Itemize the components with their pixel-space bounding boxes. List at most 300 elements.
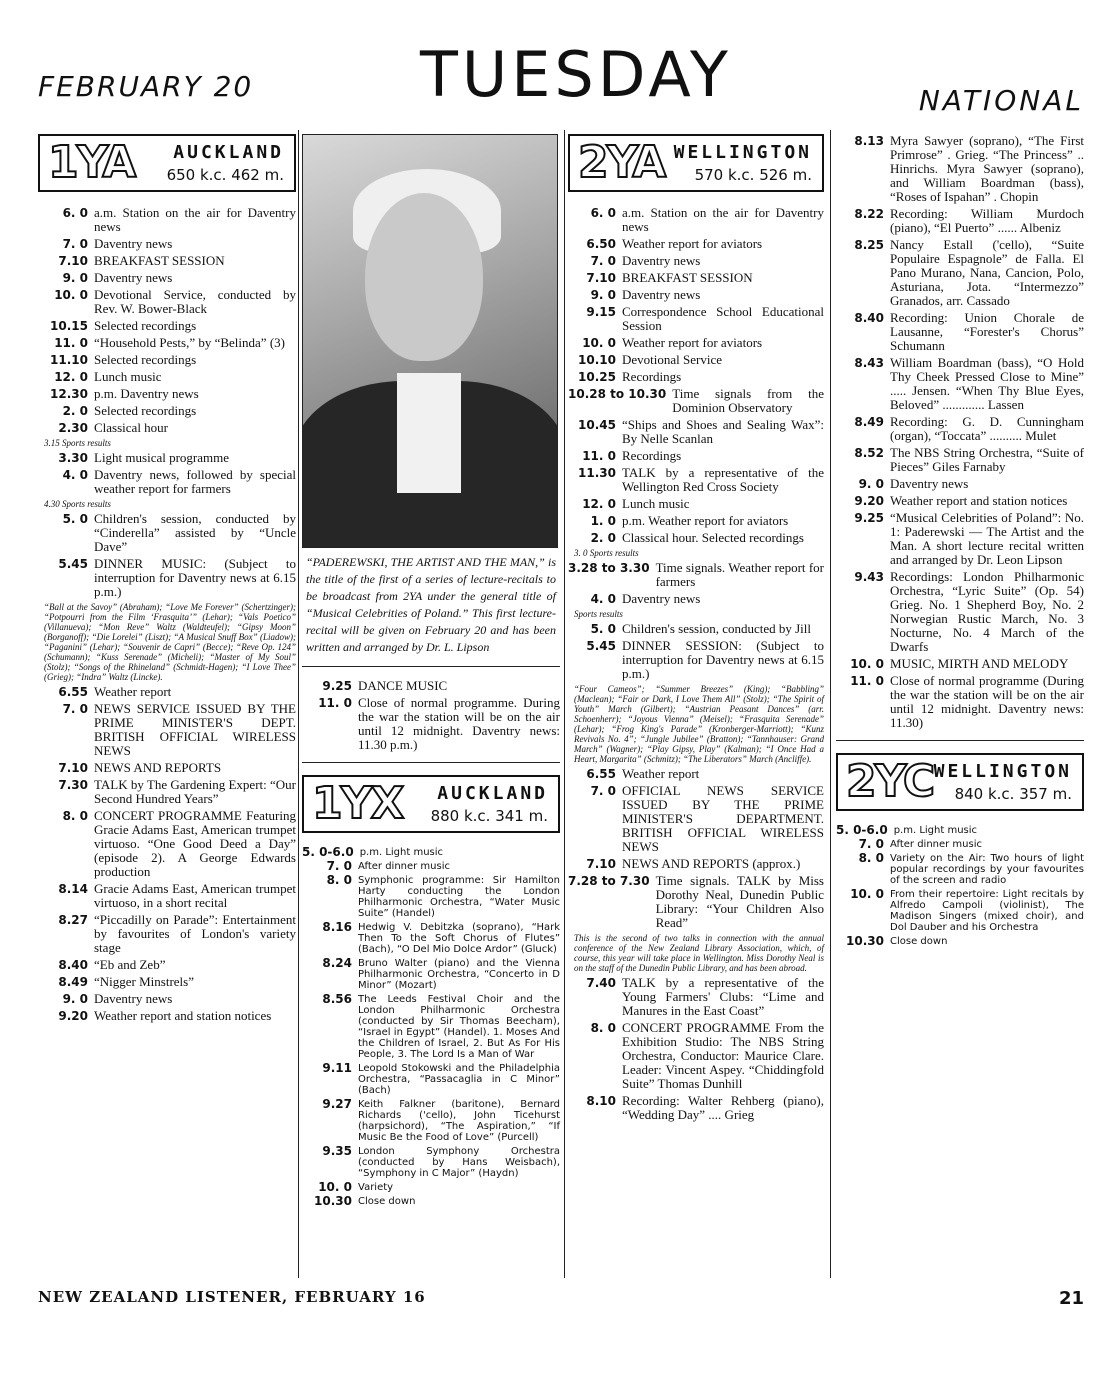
entry-description: Nancy Estall ('cello), “Suite Populaire Espagnole” de Falla. El Pano Murano, Nana, Cancion, Polo, Asturiana, Jota. “Intermezzo” Granados, arr. Cassado xyxy=(890,237,1084,308)
entry-time: 6.50 xyxy=(586,237,616,251)
entry-description: Time signals. Weather report for farmers xyxy=(655,560,824,589)
programme-entry xyxy=(836,207,1084,235)
programme-entry xyxy=(302,958,560,991)
programme-note: 4.30 Sports results xyxy=(44,499,111,509)
entry-description: “Piccadilly on Parade”: Entertainment by favourites of London's variety stage xyxy=(94,912,296,955)
programme-entry xyxy=(38,404,296,418)
programme-entry xyxy=(38,913,296,955)
programme-entry xyxy=(568,466,824,494)
station-city: WELLINGTON xyxy=(933,761,1072,782)
entry-time: 10.28 to 10.30 xyxy=(568,387,667,401)
entry-description: Selected recordings xyxy=(94,352,197,367)
programme-entry xyxy=(568,497,824,511)
programme-entry xyxy=(568,271,824,285)
entry-time: 10.30 xyxy=(846,934,884,948)
programme-entry xyxy=(836,936,1084,947)
programme-entry xyxy=(568,305,824,333)
entry-time: 5. 0 xyxy=(590,622,616,636)
programme-entry xyxy=(568,784,824,854)
programme-entry xyxy=(836,657,1084,671)
entry-description: a.m. Station on the air for Daventry news xyxy=(94,205,296,234)
programme-entry xyxy=(38,288,296,316)
entry-time: 8.14 xyxy=(58,882,88,896)
entry-description: Recordings xyxy=(622,448,682,463)
programme-entry xyxy=(302,922,560,955)
entry-time: 10. 0 xyxy=(582,336,616,350)
programme-entry xyxy=(568,1021,824,1091)
programme-entry xyxy=(38,958,296,972)
programme-entry xyxy=(302,875,560,919)
programme-entry xyxy=(568,592,824,606)
entry-time: 7.28 to 7.30 xyxy=(568,874,650,888)
entry-description: From their repertoire: Light recitals by Alfredo Campoli (violinist), The Madison Singers (mixed choir), and Dol Dauber and his Orchestra xyxy=(890,889,1084,933)
programme-entry xyxy=(38,992,296,1006)
entry-time: 9.15 xyxy=(586,305,616,319)
entry-description: William Boardman (bass), “O Hold Thy Cheek Pressed Close to Mine” ..... Jensen. “When Thy Blue Eyes, Beloved” ............. Lassen xyxy=(890,355,1084,412)
entry-description: a.m. Station on the air for Daventry news xyxy=(622,205,824,234)
station-call: 2YA xyxy=(578,137,665,188)
entry-time: 9.20 xyxy=(58,1009,88,1023)
entry-description: Recording: William Murdoch (piano), “El Puerto” ...... Albeniz xyxy=(890,206,1084,235)
entry-description: Daventry news xyxy=(890,476,969,491)
programme-entry xyxy=(568,336,824,350)
entry-time: 12.30 xyxy=(50,387,88,401)
programme-entry xyxy=(38,761,296,775)
programme-entry xyxy=(302,1196,560,1207)
programme-entry xyxy=(568,206,824,234)
entry-description: Variety on the Air: Two hours of light popular recordings by your favourites of the screen and radio xyxy=(890,853,1084,886)
programme-entry xyxy=(836,134,1084,204)
entry-time: 7. 0 xyxy=(590,784,616,798)
programme-entry xyxy=(38,451,296,465)
programme-entry xyxy=(38,271,296,285)
entry-description: Weather report and station notices xyxy=(890,493,1068,508)
programme-entry xyxy=(302,1182,560,1193)
programme-entry xyxy=(302,994,560,1060)
entry-description: The NBS String Orchestra, “Suite of Pieces” Giles Farnaby xyxy=(890,445,1084,474)
programme-list-2ya-cont xyxy=(836,134,1084,730)
programme-list-2yc xyxy=(836,825,1084,947)
entry-time: 7. 0 xyxy=(62,237,88,251)
entry-time: 8.10 xyxy=(586,1094,616,1108)
entry-description: Classical hour xyxy=(94,420,169,435)
entry-description: Keith Falkner (baritone), Bernard Richards ('cello), John Ticehurst (harpsichord), “The Aspiration,” “If Music Be the Food of Love” (Purcell) xyxy=(358,1099,560,1143)
entry-time: 6. 0 xyxy=(62,206,88,220)
programme-entry xyxy=(302,847,560,858)
entry-time: 9. 0 xyxy=(590,288,616,302)
entry-description: Daventry news xyxy=(622,287,701,302)
entry-description: DANCE MUSIC xyxy=(358,678,448,693)
page-number: 21 xyxy=(1058,1288,1084,1309)
station-call: 2YC xyxy=(846,756,934,807)
entry-description: Weather report for aviators xyxy=(622,335,763,350)
header-day: TUESDAY xyxy=(420,38,732,111)
entry-time: 2. 0 xyxy=(590,531,616,545)
entry-time: 5. 0-6.0 xyxy=(302,845,354,859)
programme-entry xyxy=(38,512,296,554)
divider xyxy=(302,666,560,667)
entry-description: TALK by a representative of the Wellington Red Cross Society xyxy=(622,465,824,494)
programme-entry xyxy=(568,976,824,1018)
entry-time: 10.15 xyxy=(50,319,88,333)
entry-description: Daventry news, followed by special weather report for farmers xyxy=(94,467,296,496)
station-city: AUCKLAND xyxy=(173,142,284,163)
entry-time: 7.40 xyxy=(586,976,616,990)
station-logo-1yx xyxy=(302,775,560,833)
programme-entry xyxy=(302,861,560,872)
programme-entry xyxy=(38,421,296,435)
entry-time: 4. 0 xyxy=(62,468,88,482)
entry-description: Variety xyxy=(358,1182,394,1193)
programme-note: 3.15 Sports results xyxy=(44,438,111,448)
entry-description: Devotional Service, conducted by Rev. W. Bower-Black xyxy=(94,287,296,316)
entry-description: Hedwig V. Debitzka (soprano), “Hark Then To the Soft Chorus of Flutes” (Bach), “O Del Mio Dolce Ardor” (Gluck) xyxy=(358,922,560,955)
entry-time: 2.30 xyxy=(58,421,88,435)
entry-description: Leopold Stokowski and the Philadelphia Orchestra, “Passacaglia in C Minor” (Bach) xyxy=(358,1063,560,1096)
entry-time: 3.28 to 3.30 xyxy=(568,561,650,575)
entry-description: Lunch music xyxy=(622,496,690,511)
entry-time: 2. 0 xyxy=(62,404,88,418)
programme-list-1yx xyxy=(302,847,560,1207)
station-city: WELLINGTON xyxy=(673,142,812,163)
programme-entry xyxy=(302,679,560,693)
entry-description: Recording: Walter Rehberg (piano), “Wedding Day” .... Grieg xyxy=(622,1093,824,1122)
entry-time: 12. 0 xyxy=(54,370,88,384)
entry-description: Daventry news xyxy=(94,991,173,1006)
programme-entry xyxy=(836,511,1084,567)
programme-note: “Ball at the Savoy” (Abraham); “Love Me Forever” (Schertzinger); “Potpourri from the Film ‘Frasquita’” (Lehar); “Vals Poetico” (Villanueva); “Mon Reve” Waltz (Waldteufel); “Gipsy Moon” (Borganoff); “Die Lorelei” (Liszt); “A Musical Snuff Box” (Liadow); “Paganini” (Lehar); “Souvenir de Capri” (Becce); “Reve Op. 124” (Schumann); “Kuss Serenade” (Micheli); “Master of My Soul” (Stolz); “Songs of the Rhineland” (Schmidt-Hagen); “I Love Thee” (Grieg); “Indra” Waltz (Lincke). xyxy=(44,602,296,682)
entry-time: 8.52 xyxy=(854,446,884,460)
entry-time: 8.49 xyxy=(854,415,884,429)
entry-time: 11. 0 xyxy=(318,696,352,710)
station-frequency: 880 k.c. 341 m. xyxy=(430,807,548,825)
photo-caption: “PADEREWSKI, THE ARTIST AND THE MAN,” is the title of the first of a series of lecture-recitals to be broadcast from 2YA under the general title of “Musical Celebrities of Poland.” This first lecture-recital will be given on February 20 and has been written and arranged by Dr. L. Lipson xyxy=(306,555,556,654)
programme-note: 3. 0 Sports results xyxy=(574,548,639,558)
programme-entry xyxy=(836,853,1084,886)
entry-time: 8. 0 xyxy=(326,873,352,887)
entry-time: 7. 0 xyxy=(326,859,352,873)
entry-description: Weather report xyxy=(622,766,700,781)
programme-entry xyxy=(38,975,296,989)
programme-entry xyxy=(302,1099,560,1143)
entry-time: 9.20 xyxy=(854,494,884,508)
programme-entry xyxy=(836,825,1084,836)
programme-entry xyxy=(38,353,296,367)
entry-description: Bruno Walter (piano) and the Vienna Philharmonic Orchestra, “Concerto in D Minor” (Mozart) xyxy=(358,958,560,991)
programme-entry xyxy=(836,570,1084,654)
programme-entry xyxy=(836,238,1084,308)
footer-publication: NEW ZEALAND LISTENER, FEBRUARY 16 xyxy=(38,1288,426,1306)
column-rule xyxy=(830,130,831,1278)
entry-time: 9.11 xyxy=(322,1061,352,1075)
programme-entry xyxy=(836,889,1084,933)
station-call: 1YX xyxy=(312,778,403,829)
entry-time: 7.10 xyxy=(586,857,616,871)
programme-entry xyxy=(568,1094,824,1122)
entry-description: Weather report for aviators xyxy=(622,236,763,251)
entry-time: 11. 0 xyxy=(850,674,884,688)
entry-time: 5. 0 xyxy=(62,512,88,526)
entry-description: DINNER SESSION: (Subject to interruption for Daventry news at 6.15 p.m.) xyxy=(622,638,824,681)
entry-time: 8.43 xyxy=(854,356,884,370)
entry-time: 8.16 xyxy=(322,920,352,934)
entry-description: Light musical programme xyxy=(94,450,230,465)
entry-description: Time signals. TALK by Miss Dorothy Neal, Dunedin Public Library: “Your Children Also Read” xyxy=(655,873,824,930)
entry-time: 8. 0 xyxy=(590,1021,616,1035)
programme-entry xyxy=(38,319,296,333)
entry-time: 10. 0 xyxy=(850,657,884,671)
programme-entry xyxy=(38,387,296,401)
entry-time: 8.22 xyxy=(854,207,884,221)
station-call: 1YA xyxy=(48,137,135,188)
entry-description: Myra Sawyer (soprano), “The First Primrose” . Grieg. “The Princess” .. Hinrichs. Myra Sawyer (soprano), and William Boardman (bass), “Roses of Ispahan” . Chopin xyxy=(890,133,1084,204)
programme-entry xyxy=(568,288,824,302)
entry-time: 12. 0 xyxy=(582,497,616,511)
entry-description: Recording: Union Chorale de Lausanne, “Forester's Chorus” Schumann xyxy=(890,310,1084,353)
entry-time: 10.45 xyxy=(578,418,616,432)
column-2ya xyxy=(568,134,824,1125)
programme-entry xyxy=(38,702,296,758)
photo-shirt-shape xyxy=(397,373,461,493)
programme-entry xyxy=(568,531,824,545)
entry-description: Daventry news xyxy=(622,591,701,606)
programme-entry xyxy=(568,639,824,681)
programme-entry xyxy=(38,468,296,496)
entry-time: 10.25 xyxy=(578,370,616,384)
entry-description: Close down xyxy=(890,936,948,947)
station-frequency: 840 k.c. 357 m. xyxy=(954,785,1072,803)
entry-description: Recording: G. D. Cunningham (organ), “Toccata” .......... Mulet xyxy=(890,414,1084,443)
entry-description: DINNER MUSIC: (Subject to interruption for Daventry news at 6.15 p.m.) xyxy=(94,556,296,599)
entry-description: Classical hour. Selected recordings xyxy=(622,530,804,545)
programme-entry xyxy=(836,446,1084,474)
paderewski-photo xyxy=(302,134,558,548)
entry-time: 8.25 xyxy=(854,238,884,252)
entry-description: CONCERT PROGRAMME From the Exhibition Studio: The NBS String Orchestra, Conductor: Maurice Clare. Leader: Vincent Aspey. “Chiddingfold Suite” Thomas Dunhill xyxy=(622,1020,824,1091)
programme-entry xyxy=(38,809,296,879)
entry-description: p.m. Weather report for aviators xyxy=(622,513,789,528)
entry-description: After dinner music xyxy=(358,861,451,872)
programme-note: Sports results xyxy=(574,609,623,619)
entry-time: 11.30 xyxy=(578,466,616,480)
entry-description: Time signals from the Dominion Observatory xyxy=(672,386,824,415)
entry-description: BREAKFAST SESSION xyxy=(94,253,225,268)
programme-entry xyxy=(836,674,1084,730)
entry-time: 8.40 xyxy=(58,958,88,972)
entry-description: Close down xyxy=(358,1196,416,1207)
entry-time: 8.49 xyxy=(58,975,88,989)
entry-description: OFFICIAL NEWS SERVICE ISSUED BY THE PRIME MINISTER'S DEPARTMENT. BRITISH OFFICIAL WIRELESS NEWS xyxy=(622,783,824,854)
programme-entry xyxy=(302,1063,560,1096)
entry-time: 9.35 xyxy=(322,1144,352,1158)
entry-time: 7.10 xyxy=(58,254,88,268)
entry-description: Daventry news xyxy=(94,270,173,285)
programme-list-1ya xyxy=(38,206,296,1023)
programme-entry xyxy=(568,237,824,251)
header-date: FEBRUARY 20 xyxy=(38,70,254,103)
programme-entry xyxy=(568,449,824,463)
programme-list-1ya-late xyxy=(302,679,560,752)
entry-description: BREAKFAST SESSION xyxy=(622,270,753,285)
entry-description: Devotional Service xyxy=(622,352,722,367)
entry-time: 7. 0 xyxy=(590,254,616,268)
programme-entry xyxy=(302,696,560,752)
programme-entry xyxy=(568,418,824,446)
entry-description: CONCERT PROGRAMME Featuring Gracie Adams East, American trumpet virtuoso. “One Good Deed a Day” (episode 2). A George Edwards production xyxy=(94,808,296,879)
programme-entry xyxy=(38,1009,296,1023)
programme-entry xyxy=(568,254,824,268)
entry-time: 7.30 xyxy=(58,778,88,792)
programme-entry xyxy=(568,387,824,415)
programme-entry xyxy=(38,336,296,350)
programme-entry xyxy=(38,882,296,910)
entry-time: 11. 0 xyxy=(582,449,616,463)
programme-note: This is the second of two talks in connection with the annual conference of the New Zealand Library Association, which, of course, this year will take place in Wellington. Miss Dorothy Neal is on the staff of the Dunedin Public Library, and has been abroad. xyxy=(574,933,824,973)
programme-entry xyxy=(568,857,824,871)
column-1ya xyxy=(38,134,296,1026)
entry-description: Children's session, conducted by Jill xyxy=(622,621,812,636)
programme-entry xyxy=(568,767,824,781)
entry-description: TALK by a representative of the Young Farmers' Clubs: “Lime and Manures in the East Coast” xyxy=(622,975,824,1018)
entry-time: 8.27 xyxy=(58,913,88,927)
entry-description: “Household Pests,” by “Belinda” (3) xyxy=(94,335,285,350)
programme-entry xyxy=(568,874,824,930)
entry-description: Selected recordings xyxy=(94,403,197,418)
entry-time: 10.10 xyxy=(578,353,616,367)
station-logo-1ya xyxy=(38,134,296,192)
entry-description: Selected recordings xyxy=(94,318,197,333)
station-logo-2ya xyxy=(568,134,824,192)
entry-time: 6.55 xyxy=(586,767,616,781)
entry-description: London Symphony Orchestra (conducted by Hans Weisbach), “Symphony in C Major” (Haydn) xyxy=(358,1146,560,1179)
entry-time: 8.13 xyxy=(854,134,884,148)
station-city: AUCKLAND xyxy=(437,783,548,804)
entry-description: NEWS AND REPORTS xyxy=(94,760,222,775)
programme-entry xyxy=(302,1146,560,1179)
divider xyxy=(302,762,560,763)
entry-time: 6. 0 xyxy=(590,206,616,220)
entry-time: 7. 0 xyxy=(62,702,88,716)
programme-entry xyxy=(568,370,824,384)
programme-entry xyxy=(38,254,296,268)
entry-time: 4. 0 xyxy=(590,592,616,606)
entry-description: “Eb and Zeb” xyxy=(94,957,166,972)
entry-description: Close of normal programme (During the war the station will be on the air until 12 midnight. Daventry news: 11.30) xyxy=(890,673,1084,730)
station-logo-2yc xyxy=(836,753,1084,811)
photo-face-shape xyxy=(365,193,483,361)
entry-description: Recordings: London Philharmonic Orchestra, “Lyric Suite” (Op. 54) Grieg. No. 1 Shepherd Boy, No. 2 Norwegian Rustic March, No. 3 Nocturne, No. 4 March of the Dwarfs xyxy=(890,569,1084,654)
entry-time: 8.56 xyxy=(322,992,352,1006)
entry-time: 9.43 xyxy=(854,570,884,584)
entry-time: 9.27 xyxy=(322,1097,352,1111)
entry-description: The Leeds Festival Choir and the London Philharmonic Orchestra (conducted by Sir Thomas Beecham), “Israel in Egypt” (Handel). 1. Moses And the Children of Israel, 2. But As For His People, 3. The Lord Is a Man of War xyxy=(358,994,560,1060)
entry-description: “Ships and Shoes and Sealing Wax”: By Nelle Scanlan xyxy=(622,417,824,446)
programme-list-2ya xyxy=(568,206,824,1122)
programme-entry xyxy=(38,206,296,234)
programme-entry xyxy=(836,415,1084,443)
column-2ya-2yc xyxy=(836,134,1084,950)
entry-time: 5. 0-6.0 xyxy=(836,823,888,837)
entry-description: Symphonic programme: Sir Hamilton Harty conducting the London Philharmonic Orchestra, “Water Music Suite” (Handel) xyxy=(358,875,560,919)
entry-time: 11.10 xyxy=(50,353,88,367)
entry-description: p.m. Light music xyxy=(359,847,444,858)
programme-entry xyxy=(836,477,1084,491)
entry-time: 7.10 xyxy=(586,271,616,285)
programme-entry xyxy=(568,561,824,589)
programme-entry xyxy=(568,514,824,528)
entry-description: Weather report xyxy=(94,684,172,699)
entry-description: Weather report and station notices xyxy=(94,1008,272,1023)
programme-entry xyxy=(38,778,296,806)
entry-time: 8. 0 xyxy=(62,809,88,823)
entry-time: 11. 0 xyxy=(54,336,88,350)
entry-time: 1. 0 xyxy=(590,514,616,528)
entry-time: 7.10 xyxy=(58,761,88,775)
header-region: NATIONAL xyxy=(918,84,1084,117)
programme-entry xyxy=(836,839,1084,850)
entry-description: NEWS SERVICE ISSUED BY THE PRIME MINISTER'S DEPT. BRITISH OFFICIAL WIRELESS NEWS xyxy=(94,701,296,758)
entry-description: NEWS AND REPORTS (approx.) xyxy=(622,856,801,871)
station-frequency: 570 k.c. 526 m. xyxy=(694,166,812,184)
entry-description: TALK by The Gardening Expert: “Our Second Hundred Years” xyxy=(94,777,296,806)
entry-description: Lunch music xyxy=(94,369,162,384)
entry-description: Children's session, conducted by “Cinderella” assisted by “Uncle Dave” xyxy=(94,511,296,554)
column-photo-1yx xyxy=(302,134,560,1210)
entry-description: Close of normal programme. During the war the station will be on the air until 12 midnight. Daventry news: 11.30 p.m.) xyxy=(358,695,560,752)
entry-time: 10. 0 xyxy=(318,1180,352,1194)
entry-time: 6.55 xyxy=(58,685,88,699)
entry-description: “Musical Celebrities of Poland”: No. 1: Paderewski — The Artist and the Man. A short lecture recital written and arranged by Dr. Leon Lipson xyxy=(890,510,1084,567)
station-frequency: 650 k.c. 462 m. xyxy=(166,166,284,184)
programme-entry xyxy=(568,622,824,636)
programme-entry xyxy=(38,685,296,699)
column-rule xyxy=(564,130,565,1278)
programme-entry xyxy=(38,370,296,384)
entry-time: 10. 0 xyxy=(850,887,884,901)
programme-entry xyxy=(38,557,296,599)
programme-entry xyxy=(836,356,1084,412)
entry-time: 5.45 xyxy=(58,557,88,571)
entry-time: 9.25 xyxy=(322,679,352,693)
entry-time: 10. 0 xyxy=(54,288,88,302)
entry-description: MUSIC, MIRTH AND MELODY xyxy=(890,656,1069,671)
entry-time: 8. 0 xyxy=(858,851,884,865)
entry-time: 9. 0 xyxy=(858,477,884,491)
entry-description: p.m. Light music xyxy=(893,825,978,836)
entry-description: Recordings xyxy=(622,369,682,384)
entry-description: Daventry news xyxy=(94,236,173,251)
programme-entry xyxy=(568,353,824,367)
entry-time: 10.30 xyxy=(314,1194,352,1208)
entry-time: 8.40 xyxy=(854,311,884,325)
divider xyxy=(836,740,1084,741)
column-rule xyxy=(298,130,299,1278)
entry-time: 9. 0 xyxy=(62,271,88,285)
programme-entry xyxy=(836,311,1084,353)
page-header xyxy=(0,0,1114,130)
entry-time: 9.25 xyxy=(854,511,884,525)
entry-description: Daventry news xyxy=(622,253,701,268)
programme-note: “Four Cameos”; “Summer Breezes” (King); “Babbling” (Maclean); “Fair or Dark, I Love Them All” (Stolz); “The Spirit of Youth” March (Gilbert); “Austrian Peasant Dances” (arr. Schoenherr); “Joyous Vienna” (Meisel); “Frasquita Serenade” (Lehar); “Frog King's Parade” (Kronberger-Marriott); “Kunz Revivals No. 4”; “Jungle Jubilee” (Bratton); “Tannhauser: Grand March” (Wagner); “Play Gipsy, Play” (Kalman); “I Once Had a Heart, Margarita” (Schmitz); “The Liberators” March (Ancliffe). xyxy=(574,684,824,764)
entry-time: 8.24 xyxy=(322,956,352,970)
entry-description: Correspondence School Educational Session xyxy=(622,304,824,333)
entry-description: p.m. Daventry news xyxy=(94,386,199,401)
programme-entry xyxy=(836,494,1084,508)
entry-time: 9. 0 xyxy=(62,992,88,1006)
entry-time: 7. 0 xyxy=(858,837,884,851)
entry-description: Gracie Adams East, American trumpet virtuoso, in a short recital xyxy=(94,881,296,910)
entry-time: 5.45 xyxy=(586,639,616,653)
